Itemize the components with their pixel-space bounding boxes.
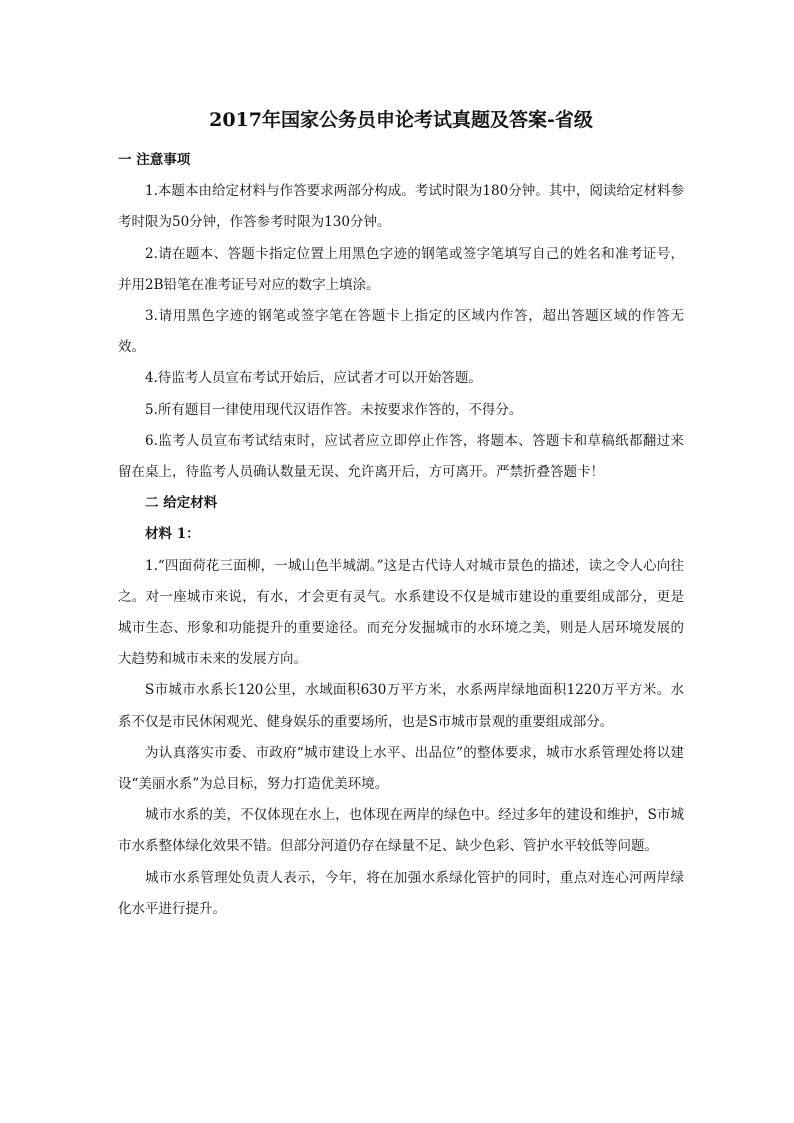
- material-1-label: 材料 1：: [145, 526, 200, 543]
- material-paragraph-2: S市城市水系长120公里，水域面积630万平方米，水系两岸绿地面积1220万平方米。水系不仅是市民休闲观光、健身娱乐的重要场所，也是S市城市景观的重要组成部分。: [118, 682, 684, 730]
- material-paragraph-5: 城市水系管理处负责人表示，今年，将在加强水系绿化管护的同时，重点对连心河两岸绿化水平进行提升。: [118, 869, 684, 917]
- document-body: [118, 145, 684, 925]
- notes-item-3: 3.请用黑色字迹的钢笔或签字笔在答题卡上指定的区域内作答，超出答题区域的作答无效。: [118, 308, 684, 356]
- material-paragraph-1: 1.“四面荷花三面柳，一城山色半城湖。”这是古代诗人对城市景色的描述，读之令人心向往之。对一座城市来说，有水，才会更有灵气。水系建设不仅是城市建设的重要组成部分，更是城市生态、形象和功能提升的重要途径。而充分发掘城市的水环境之美，则是人居环境发展的大趋势和城市未来的发展方向。: [118, 557, 684, 668]
- notes-item-1: 1.本题本由给定材料与作答要求两部分构成。考试时限为180分钟。其中，阅读给定材料参考时限为50分钟，作答参考时限为130分钟。: [118, 183, 684, 231]
- document-title: 2017年国家公务员申论考试真题及答案-省级: [209, 109, 593, 131]
- notes-item-6: 6.监考人员宣布考试结束时，应试者应立即停止作答，将题本、答题卡和草稿纸都翻过来留在桌上，待监考人员确认数量无误、允许离开后，方可离开。严禁折叠答题卡！: [118, 432, 684, 481]
- section-heading-notes: 一 注意事项: [118, 152, 191, 168]
- material-paragraph-3: 为认真落实市委、市政府“城市建设上水平、出品位”的整体要求，城市水系管理处将以建设“美丽水系”为总目标，努力打造优美环境。: [118, 744, 684, 793]
- notes-item-2: 2.请在题本、答题卡指定位置上用黑色字迹的钢笔或签字笔填写自己的姓名和准考证号，并用2B铅笔在准考证号对应的数字上填涂。: [118, 245, 684, 293]
- material-paragraph-4: 城市水系的美，不仅体现在水上，也体现在两岸的绿色中。经过多年的建设和维护，S市城市水系整体绿化效果不错。但部分河道仍存在绿量不足、缺少色彩、管护水平较低等问题。: [118, 807, 684, 855]
- section-heading-materials: 二 给定材料: [145, 495, 218, 512]
- notes-item-4: 4.待监考人员宣布考试开始后，应试者才可以开始答题。: [145, 370, 482, 387]
- notes-item-5: 5.所有题目一律使用现代汉语作答。未按要求作答的，不得分。: [145, 401, 523, 418]
